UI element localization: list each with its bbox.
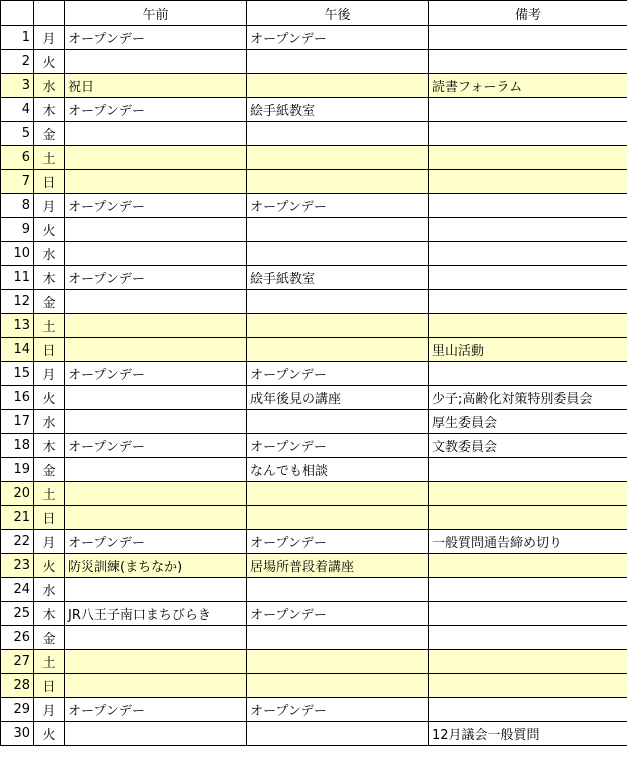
notes-cell [429,194,627,218]
morning-cell [65,410,247,434]
day-cell: 28 [1,674,34,698]
header-weekday [34,1,65,26]
morning-cell: オープンデー [65,266,247,290]
day-cell: 16 [1,386,34,410]
weekday-cell: 金 [34,458,65,482]
weekday-cell: 金 [34,290,65,314]
afternoon-cell [247,410,429,434]
morning-cell [65,146,247,170]
notes-cell [429,266,627,290]
morning-cell [65,170,247,194]
notes-cell [429,554,627,578]
afternoon-cell: 絵手紙教室 [247,98,429,122]
morning-cell [65,290,247,314]
day-cell: 6 [1,146,34,170]
day-cell: 2 [1,50,34,74]
table-row [1,674,627,698]
notes-cell [429,98,627,122]
table-row [1,458,627,482]
afternoon-cell [247,242,429,266]
morning-cell: オープンデー [65,362,247,386]
morning-cell [65,626,247,650]
day-cell: 8 [1,194,34,218]
table-row [1,602,627,626]
notes-cell [429,602,627,626]
header-row [1,1,627,26]
notes-cell [429,482,627,506]
table-row [1,482,627,506]
afternoon-cell [247,578,429,602]
afternoon-cell [247,650,429,674]
weekday-cell: 水 [34,74,65,98]
table-row [1,530,627,554]
morning-cell [65,50,247,74]
day-cell: 23 [1,554,34,578]
day-cell: 1 [1,26,34,50]
morning-cell [65,674,247,698]
weekday-cell: 日 [34,338,65,362]
morning-cell [65,506,247,530]
morning-cell: 祝日 [65,74,247,98]
table-row [1,410,627,434]
day-cell: 4 [1,98,34,122]
weekday-cell: 火 [34,50,65,74]
weekday-cell: 日 [34,506,65,530]
day-cell: 11 [1,266,34,290]
afternoon-cell: 居場所普段着講座 [247,554,429,578]
afternoon-cell [247,74,429,98]
afternoon-cell: 絵手紙教室 [247,266,429,290]
morning-cell: 防災訓練(まちなか) [65,554,247,578]
header-day [1,1,34,26]
morning-cell [65,122,247,146]
weekday-cell: 火 [34,218,65,242]
afternoon-cell: オープンデー [247,602,429,626]
notes-cell [429,146,627,170]
header-notes: 備考 [429,1,627,26]
morning-cell [65,458,247,482]
notes-cell [429,242,627,266]
weekday-cell: 火 [34,722,65,746]
schedule-body [1,26,627,746]
notes-cell [429,218,627,242]
morning-cell [65,650,247,674]
weekday-cell: 木 [34,266,65,290]
day-cell: 25 [1,602,34,626]
weekday-cell: 火 [34,386,65,410]
afternoon-cell [247,170,429,194]
morning-cell [65,218,247,242]
afternoon-cell: オープンデー [247,362,429,386]
weekday-cell: 木 [34,602,65,626]
weekday-cell: 日 [34,674,65,698]
morning-cell [65,386,247,410]
day-cell: 18 [1,434,34,458]
morning-cell [65,722,247,746]
notes-cell [429,314,627,338]
weekday-cell: 火 [34,554,65,578]
afternoon-cell: オープンデー [247,194,429,218]
table-row [1,98,627,122]
notes-cell [429,26,627,50]
table-row [1,626,627,650]
table-row [1,578,627,602]
table-row [1,266,627,290]
afternoon-cell: オープンデー [247,698,429,722]
day-cell: 13 [1,314,34,338]
header-afternoon: 午後 [247,1,429,26]
table-row [1,290,627,314]
morning-cell [65,338,247,362]
afternoon-cell [247,674,429,698]
notes-cell [429,458,627,482]
afternoon-cell: オープンデー [247,530,429,554]
afternoon-cell: 成年後見の講座 [247,386,429,410]
afternoon-cell [247,626,429,650]
weekday-cell: 月 [34,194,65,218]
table-row [1,170,627,194]
afternoon-cell [247,482,429,506]
notes-cell [429,506,627,530]
notes-cell: 厚生委員会 [429,410,627,434]
morning-cell: オープンデー [65,98,247,122]
afternoon-cell [247,290,429,314]
table-row [1,314,627,338]
day-cell: 29 [1,698,34,722]
table-row [1,26,627,50]
notes-cell: 一般質問通告締め切り [429,530,627,554]
morning-cell: オープンデー [65,194,247,218]
morning-cell: オープンデー [65,530,247,554]
morning-cell [65,242,247,266]
table-row [1,122,627,146]
day-cell: 14 [1,338,34,362]
morning-cell [65,578,247,602]
afternoon-cell [247,506,429,530]
afternoon-cell [247,218,429,242]
table-row [1,362,627,386]
day-cell: 21 [1,506,34,530]
weekday-cell: 金 [34,122,65,146]
weekday-cell: 土 [34,146,65,170]
notes-cell [429,170,627,194]
notes-cell: 文教委員会 [429,434,627,458]
notes-cell: 読書フォーラム [429,74,627,98]
afternoon-cell: オープンデー [247,434,429,458]
day-cell: 20 [1,482,34,506]
weekday-cell: 木 [34,98,65,122]
morning-cell [65,482,247,506]
day-cell: 30 [1,722,34,746]
day-cell: 7 [1,170,34,194]
notes-cell [429,626,627,650]
weekday-cell: 月 [34,362,65,386]
day-cell: 26 [1,626,34,650]
table-row [1,242,627,266]
weekday-cell: 水 [34,410,65,434]
notes-cell [429,674,627,698]
table-row [1,386,627,410]
table-row [1,698,627,722]
table-row [1,194,627,218]
table-row [1,218,627,242]
notes-cell: 少子;高齢化対策特別委員会 [429,386,627,410]
afternoon-cell [247,50,429,74]
day-cell: 10 [1,242,34,266]
morning-cell: オープンデー [65,698,247,722]
day-cell: 27 [1,650,34,674]
weekday-cell: 金 [34,626,65,650]
notes-cell: 里山活動 [429,338,627,362]
afternoon-cell [247,338,429,362]
notes-cell [429,650,627,674]
weekday-cell: 月 [34,530,65,554]
weekday-cell: 土 [34,314,65,338]
day-cell: 24 [1,578,34,602]
afternoon-cell: なんでも相談 [247,458,429,482]
weekday-cell: 土 [34,650,65,674]
table-row [1,650,627,674]
weekday-cell: 日 [34,170,65,194]
weekday-cell: 水 [34,242,65,266]
notes-cell [429,362,627,386]
table-row [1,74,627,98]
day-cell: 17 [1,410,34,434]
weekday-cell: 土 [34,482,65,506]
morning-cell: オープンデー [65,26,247,50]
day-cell: 3 [1,74,34,98]
table-row [1,50,627,74]
morning-cell [65,314,247,338]
afternoon-cell: オープンデー [247,26,429,50]
day-cell: 19 [1,458,34,482]
afternoon-cell [247,122,429,146]
day-cell: 15 [1,362,34,386]
table-row [1,146,627,170]
table-row [1,506,627,530]
notes-cell [429,578,627,602]
table-row [1,434,627,458]
notes-cell [429,122,627,146]
weekday-cell: 月 [34,26,65,50]
day-cell: 12 [1,290,34,314]
day-cell: 9 [1,218,34,242]
weekday-cell: 木 [34,434,65,458]
notes-cell [429,50,627,74]
weekday-cell: 水 [34,578,65,602]
table-row [1,338,627,362]
morning-cell: JR八王子南口まちびらき [65,602,247,626]
table-row [1,554,627,578]
table-row [1,722,627,746]
afternoon-cell [247,314,429,338]
notes-cell [429,698,627,722]
header-morning: 午前 [65,1,247,26]
afternoon-cell [247,146,429,170]
notes-cell [429,290,627,314]
weekday-cell: 月 [34,698,65,722]
morning-cell: オープンデー [65,434,247,458]
afternoon-cell [247,722,429,746]
notes-cell: 12月議会一般質問 [429,722,627,746]
day-cell: 5 [1,122,34,146]
day-cell: 22 [1,530,34,554]
